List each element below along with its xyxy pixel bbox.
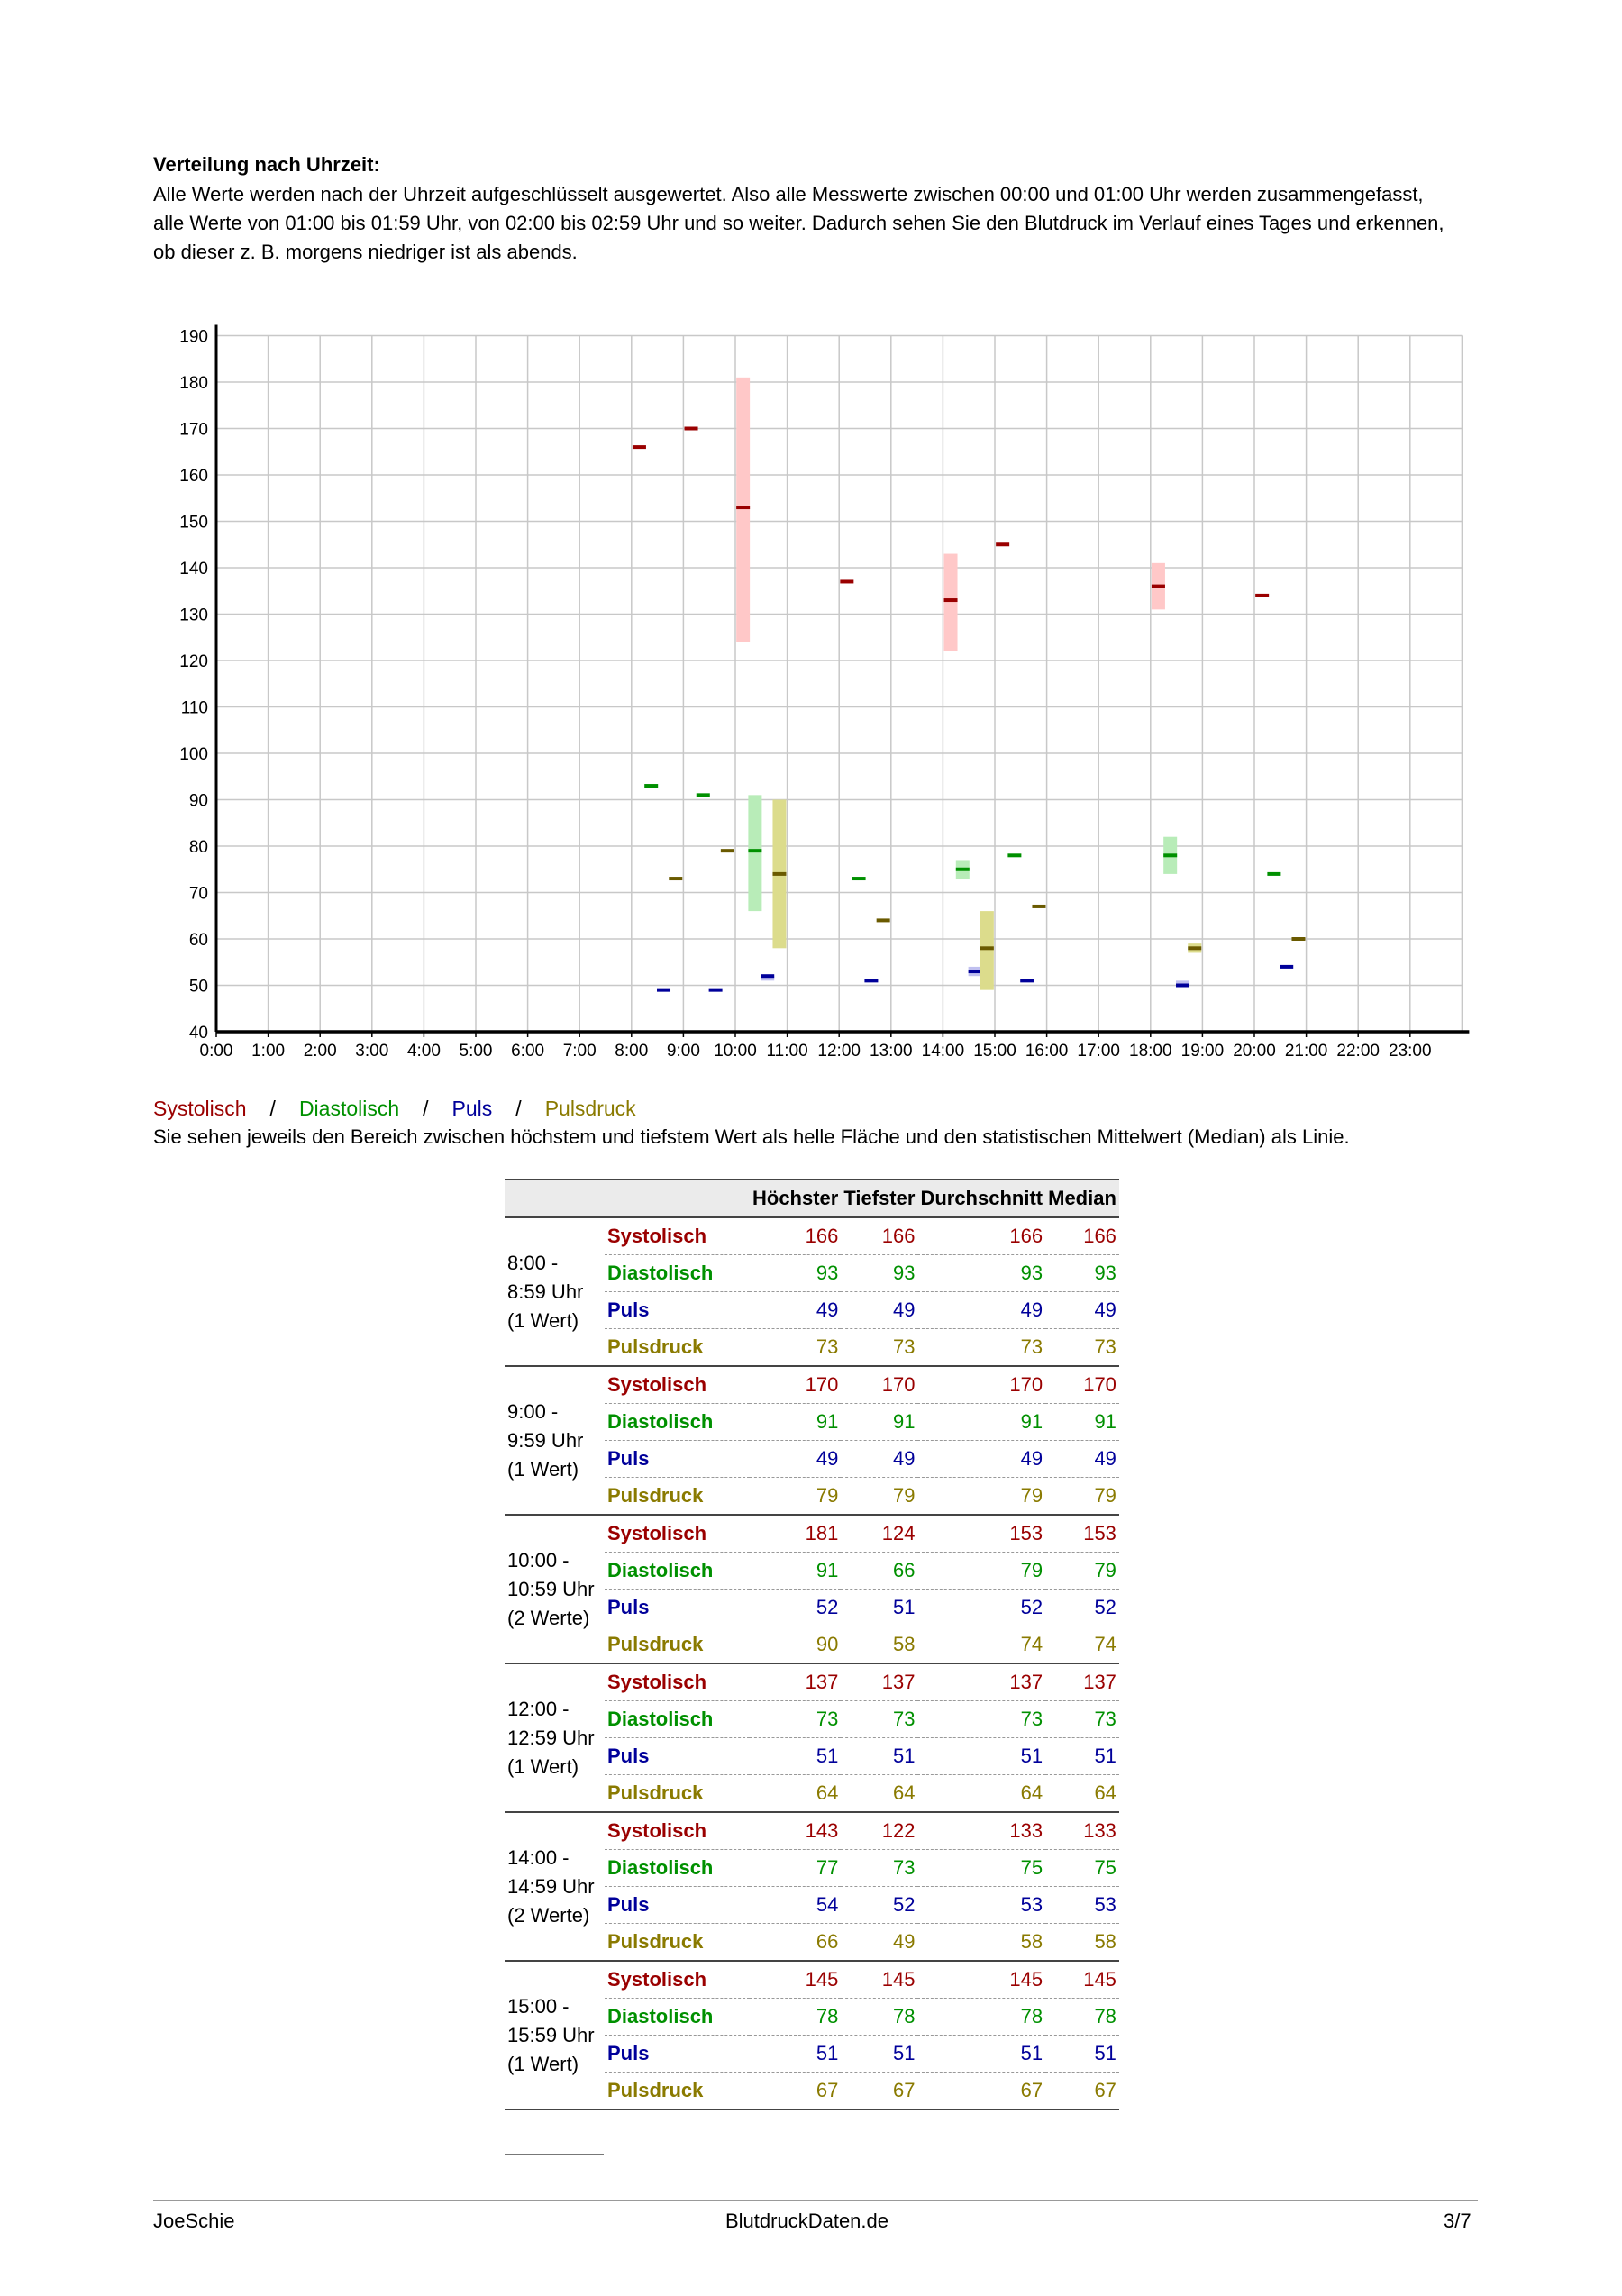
value-cell: 91 bbox=[1045, 1404, 1119, 1441]
value-cell: 51 bbox=[750, 2036, 841, 2073]
value-cell: 51 bbox=[841, 1590, 917, 1626]
table-row bbox=[505, 1217, 1119, 1255]
y-tick-label: 190 bbox=[179, 327, 208, 347]
value-cell: 170 bbox=[750, 1366, 841, 1404]
legend-separator: / bbox=[515, 1097, 522, 1120]
value-cell: 51 bbox=[1045, 1738, 1119, 1775]
value-cell: 49 bbox=[750, 1441, 841, 1478]
value-cell: 58 bbox=[1045, 1924, 1119, 1962]
value-cell: 64 bbox=[917, 1775, 1045, 1813]
median-mark-systolisch bbox=[685, 427, 698, 431]
metric-label: Puls bbox=[605, 1590, 750, 1626]
value-cell: 78 bbox=[841, 1999, 917, 2036]
y-tick-label: 100 bbox=[179, 745, 208, 764]
footer-divider bbox=[153, 2200, 1478, 2201]
x-tick-label: 16:00 bbox=[1025, 1042, 1069, 1061]
median-mark-systolisch bbox=[1255, 594, 1269, 597]
footer-page-number: 3/7 bbox=[1444, 2209, 1472, 2232]
value-cell: 170 bbox=[841, 1366, 917, 1404]
median-mark-diastolisch bbox=[1163, 853, 1177, 857]
value-cell: 145 bbox=[841, 1961, 917, 1999]
x-tick-label: 0:00 bbox=[199, 1042, 233, 1061]
x-tick-label: 17:00 bbox=[1077, 1042, 1120, 1061]
metric-label: Pulsdruck bbox=[605, 1924, 750, 1962]
value-cell: 73 bbox=[841, 1850, 917, 1887]
value-cell: 73 bbox=[1045, 1329, 1119, 1367]
header-median: Median bbox=[1045, 1180, 1119, 1217]
metric-label: Systolisch bbox=[605, 1961, 750, 1999]
value-cell: 75 bbox=[1045, 1850, 1119, 1887]
metric-label: Pulsdruck bbox=[605, 2073, 750, 2110]
metric-label: Diastolisch bbox=[605, 1553, 750, 1590]
value-cell: 166 bbox=[1045, 1217, 1119, 1255]
median-mark-puls bbox=[761, 974, 774, 978]
value-cell: 181 bbox=[750, 1515, 841, 1553]
footnote-divider bbox=[505, 2154, 604, 2155]
value-cell: 67 bbox=[841, 2073, 917, 2110]
table-row bbox=[505, 1515, 1119, 1553]
value-cell: 124 bbox=[841, 1515, 917, 1553]
value-cell: 73 bbox=[841, 1701, 917, 1738]
median-mark-systolisch bbox=[633, 445, 646, 449]
footer-author: JoeSchie bbox=[153, 2209, 235, 2232]
value-cell: 58 bbox=[917, 1924, 1045, 1962]
value-cell: 73 bbox=[917, 1329, 1045, 1367]
table-row bbox=[505, 1366, 1119, 1404]
value-cell: 53 bbox=[917, 1887, 1045, 1924]
value-cell: 64 bbox=[1045, 1775, 1119, 1813]
median-mark-systolisch bbox=[1152, 585, 1165, 588]
y-tick-label: 40 bbox=[188, 1024, 208, 1043]
value-cell: 166 bbox=[750, 1217, 841, 1255]
section-intro: Alle Werte werden nach der Uhrzeit aufgeschlüsselt ausgewertet. Also alle Messwerte zwischen 00:00 und 01:00 Uhr werden zusammengefasst, alle Werte von 01:00 bis 01:59 Uhr, von 02:00 bis 02:59 Uhr und so weiter. Dadurch sehen Sie den Blutdruck im Verlauf eines Tages und erkennen, ob dieser z. B. morgens niedriger ist als abends. bbox=[153, 183, 1444, 263]
value-cell: 51 bbox=[917, 1738, 1045, 1775]
x-tick-label: 19:00 bbox=[1180, 1042, 1225, 1061]
median-mark-diastolisch bbox=[1007, 853, 1021, 857]
value-cell: 53 bbox=[1045, 1887, 1119, 1924]
period-period2: 10:59 Uhr bbox=[507, 1577, 595, 1600]
value-cell: 66 bbox=[750, 1924, 841, 1962]
period-period2: 8:59 Uhr bbox=[507, 1280, 584, 1303]
x-tick-label: 10:00 bbox=[714, 1042, 757, 1061]
x-tick-label: 12:00 bbox=[817, 1042, 861, 1061]
x-tick-label: 20:00 bbox=[1233, 1042, 1276, 1061]
median-mark-puls bbox=[657, 989, 670, 992]
median-mark-puls bbox=[864, 979, 878, 982]
metric-label: Systolisch bbox=[605, 1515, 750, 1553]
range-bar-pulsdruck bbox=[980, 911, 994, 990]
header-blank bbox=[505, 1180, 605, 1217]
x-tick-label: 21:00 bbox=[1284, 1042, 1328, 1061]
period-count: (1 Wert) bbox=[507, 1457, 579, 1481]
value-cell: 91 bbox=[750, 1404, 841, 1441]
value-cell: 93 bbox=[750, 1255, 841, 1292]
metric-label: Diastolisch bbox=[605, 1999, 750, 2036]
value-cell: 78 bbox=[750, 1999, 841, 2036]
value-cell: 133 bbox=[1045, 1812, 1119, 1850]
median-mark-pulsdruck bbox=[721, 849, 734, 852]
value-cell: 78 bbox=[1045, 1999, 1119, 2036]
period-period: 12:00 - bbox=[507, 1697, 570, 1720]
value-cell: 79 bbox=[917, 1553, 1045, 1590]
value-cell: 52 bbox=[841, 1887, 917, 1924]
table-row bbox=[505, 1961, 1119, 1999]
value-cell: 137 bbox=[1045, 1663, 1119, 1701]
x-tick-label: 15:00 bbox=[973, 1042, 1016, 1061]
footer-site: BlutdruckDaten.de bbox=[725, 2209, 888, 2232]
period-cell bbox=[505, 1217, 605, 1366]
period-cell bbox=[505, 1366, 605, 1515]
value-cell: 49 bbox=[841, 1441, 917, 1478]
metric-label: Pulsdruck bbox=[605, 1626, 750, 1664]
median-mark-pulsdruck bbox=[772, 872, 786, 876]
x-tick-label: 11:00 bbox=[766, 1042, 808, 1061]
y-tick-label: 160 bbox=[179, 467, 208, 486]
value-cell: 51 bbox=[841, 2036, 917, 2073]
metric-label: Pulsdruck bbox=[605, 1329, 750, 1367]
legend-pulsdruck: Pulsdruck bbox=[544, 1097, 636, 1120]
metric-label: Puls bbox=[605, 1887, 750, 1924]
chart-caption: Sie sehen jeweils den Bereich zwischen höchstem und tiefstem Wert als helle Fläche und den statistischen Mittelwert (Median) als Linie. bbox=[153, 1125, 1350, 1148]
table-header-row bbox=[505, 1180, 1119, 1217]
median-mark-pulsdruck bbox=[980, 946, 994, 950]
value-cell: 52 bbox=[1045, 1590, 1119, 1626]
legend-separator: / bbox=[269, 1097, 276, 1120]
time-distribution-chart bbox=[0, 306, 1622, 1072]
x-tick-label: 13:00 bbox=[870, 1042, 913, 1061]
x-tick-label: 6:00 bbox=[511, 1042, 545, 1061]
range-bar-systolisch bbox=[736, 378, 750, 642]
median-mark-systolisch bbox=[736, 506, 750, 509]
legend-diastolisch: Diastolisch bbox=[298, 1097, 400, 1120]
legend-systolisch: Systolisch bbox=[153, 1097, 247, 1120]
median-mark-systolisch bbox=[840, 579, 853, 583]
median-mark-pulsdruck bbox=[877, 918, 890, 922]
header-tiefster: Tiefster bbox=[841, 1180, 917, 1217]
period-count: (2 Werte) bbox=[507, 1903, 590, 1927]
value-cell: 93 bbox=[841, 1255, 917, 1292]
value-cell: 79 bbox=[917, 1478, 1045, 1516]
median-mark-diastolisch bbox=[644, 784, 658, 788]
table-row bbox=[505, 1812, 1119, 1850]
value-cell: 64 bbox=[841, 1775, 917, 1813]
value-cell: 73 bbox=[750, 1701, 841, 1738]
period-period: 8:00 - bbox=[507, 1251, 559, 1274]
value-cell: 73 bbox=[1045, 1701, 1119, 1738]
x-tick-label: 8:00 bbox=[615, 1042, 649, 1061]
y-tick-label: 150 bbox=[179, 513, 208, 533]
value-cell: 166 bbox=[917, 1217, 1045, 1255]
value-cell: 91 bbox=[917, 1404, 1045, 1441]
median-mark-puls bbox=[969, 970, 982, 973]
value-cell: 49 bbox=[917, 1292, 1045, 1329]
y-tick-label: 130 bbox=[179, 606, 208, 625]
y-tick-label: 50 bbox=[188, 977, 208, 997]
legend-separator: / bbox=[423, 1097, 429, 1120]
y-tick-label: 80 bbox=[188, 838, 208, 857]
median-mark-puls bbox=[1280, 965, 1293, 969]
median-mark-diastolisch bbox=[956, 868, 970, 871]
median-mark-pulsdruck bbox=[669, 877, 682, 880]
value-cell: 93 bbox=[917, 1255, 1045, 1292]
metric-label: Diastolisch bbox=[605, 1850, 750, 1887]
metric-label: Systolisch bbox=[605, 1366, 750, 1404]
value-cell: 145 bbox=[750, 1961, 841, 1999]
legend-puls: Puls bbox=[451, 1097, 493, 1120]
period-period2: 12:59 Uhr bbox=[507, 1726, 595, 1749]
metric-label: Diastolisch bbox=[605, 1701, 750, 1738]
median-mark-diastolisch bbox=[697, 793, 710, 797]
value-cell: 137 bbox=[750, 1663, 841, 1701]
y-tick-label: 60 bbox=[188, 931, 208, 950]
header-blank bbox=[605, 1180, 750, 1217]
value-cell: 166 bbox=[841, 1217, 917, 1255]
period-period: 9:00 - bbox=[507, 1399, 559, 1423]
metric-label: Puls bbox=[605, 1292, 750, 1329]
value-cell: 49 bbox=[1045, 1292, 1119, 1329]
x-tick-label: 7:00 bbox=[562, 1042, 597, 1061]
value-cell: 52 bbox=[917, 1590, 1045, 1626]
value-cell: 137 bbox=[841, 1663, 917, 1701]
value-cell: 49 bbox=[1045, 1441, 1119, 1478]
table-row bbox=[505, 1663, 1119, 1701]
value-cell: 67 bbox=[917, 2073, 1045, 2110]
value-cell: 49 bbox=[841, 1292, 917, 1329]
value-cell: 54 bbox=[750, 1887, 841, 1924]
median-mark-systolisch bbox=[944, 598, 958, 602]
value-cell: 51 bbox=[841, 1738, 917, 1775]
value-cell: 67 bbox=[750, 2073, 841, 2110]
value-cell: 67 bbox=[1045, 2073, 1119, 2110]
x-tick-label: 14:00 bbox=[921, 1042, 965, 1061]
value-cell: 73 bbox=[841, 1329, 917, 1367]
period-period2: 15:59 Uhr bbox=[507, 2023, 595, 2046]
x-tick-label: 2:00 bbox=[303, 1042, 337, 1061]
median-mark-pulsdruck bbox=[1291, 937, 1305, 941]
value-cell: 145 bbox=[1045, 1961, 1119, 1999]
x-tick-label: 5:00 bbox=[459, 1042, 493, 1061]
value-cell: 73 bbox=[750, 1329, 841, 1367]
value-cell: 77 bbox=[750, 1850, 841, 1887]
value-cell: 79 bbox=[1045, 1553, 1119, 1590]
metric-label: Diastolisch bbox=[605, 1404, 750, 1441]
x-tick-label: 9:00 bbox=[666, 1042, 700, 1061]
metric-label: Puls bbox=[605, 2036, 750, 2073]
median-mark-puls bbox=[1020, 979, 1034, 982]
metric-label: Pulsdruck bbox=[605, 1775, 750, 1813]
x-tick-label: 1:00 bbox=[251, 1042, 286, 1061]
value-cell: 137 bbox=[917, 1663, 1045, 1701]
x-tick-label: 22:00 bbox=[1336, 1042, 1380, 1061]
statistics-table bbox=[505, 1179, 1119, 2110]
chart-legend bbox=[153, 1097, 636, 1121]
value-cell: 79 bbox=[1045, 1478, 1119, 1516]
value-cell: 51 bbox=[917, 2036, 1045, 2073]
value-cell: 133 bbox=[917, 1812, 1045, 1850]
value-cell: 78 bbox=[917, 1999, 1045, 2036]
y-tick-label: 90 bbox=[188, 791, 208, 811]
value-cell: 143 bbox=[750, 1812, 841, 1850]
median-mark-diastolisch bbox=[852, 877, 866, 880]
value-cell: 52 bbox=[750, 1590, 841, 1626]
header-durchschnitt: Durchschnitt bbox=[917, 1180, 1045, 1217]
period-period: 15:00 - bbox=[507, 1994, 570, 2018]
metric-label: Puls bbox=[605, 1738, 750, 1775]
x-tick-label: 23:00 bbox=[1389, 1042, 1432, 1061]
section-heading: Verteilung nach Uhrzeit: bbox=[153, 153, 380, 176]
metric-label: Puls bbox=[605, 1441, 750, 1478]
period-period2: 14:59 Uhr bbox=[507, 1874, 595, 1898]
value-cell: 91 bbox=[750, 1553, 841, 1590]
value-cell: 153 bbox=[917, 1515, 1045, 1553]
metric-label: Systolisch bbox=[605, 1217, 750, 1255]
value-cell: 122 bbox=[841, 1812, 917, 1850]
x-tick-label: 18:00 bbox=[1129, 1042, 1172, 1061]
metric-label: Pulsdruck bbox=[605, 1478, 750, 1516]
median-mark-systolisch bbox=[996, 542, 1009, 546]
period-cell bbox=[505, 1515, 605, 1663]
metric-label: Diastolisch bbox=[605, 1255, 750, 1292]
value-cell: 49 bbox=[841, 1924, 917, 1962]
y-tick-label: 180 bbox=[179, 374, 208, 393]
value-cell: 74 bbox=[917, 1626, 1045, 1664]
median-mark-puls bbox=[1176, 984, 1189, 988]
value-cell: 51 bbox=[1045, 2036, 1119, 2073]
median-mark-diastolisch bbox=[748, 849, 761, 852]
median-mark-puls bbox=[709, 989, 723, 992]
median-mark-pulsdruck bbox=[1188, 946, 1201, 950]
y-tick-label: 140 bbox=[179, 560, 208, 579]
value-cell: 49 bbox=[750, 1292, 841, 1329]
y-tick-label: 170 bbox=[179, 420, 208, 440]
value-cell: 49 bbox=[917, 1441, 1045, 1478]
value-cell: 145 bbox=[917, 1961, 1045, 1999]
period-period: 14:00 - bbox=[507, 1845, 570, 1869]
value-cell: 75 bbox=[917, 1850, 1045, 1887]
value-cell: 90 bbox=[750, 1626, 841, 1664]
period-period2: 9:59 Uhr bbox=[507, 1428, 584, 1452]
period-cell bbox=[505, 1961, 605, 2109]
period-count: (1 Wert) bbox=[507, 1308, 579, 1332]
value-cell: 153 bbox=[1045, 1515, 1119, 1553]
x-tick-label: 3:00 bbox=[355, 1042, 389, 1061]
value-cell: 58 bbox=[841, 1626, 917, 1664]
period-cell bbox=[505, 1812, 605, 1961]
period-cell bbox=[505, 1663, 605, 1812]
value-cell: 79 bbox=[841, 1478, 917, 1516]
period-period: 10:00 - bbox=[507, 1548, 570, 1572]
period-count: (1 Wert) bbox=[507, 1754, 579, 1778]
y-tick-label: 120 bbox=[179, 652, 208, 671]
y-tick-label: 70 bbox=[188, 884, 208, 904]
value-cell: 64 bbox=[750, 1775, 841, 1813]
y-tick-label: 110 bbox=[180, 698, 208, 718]
range-bar-diastolisch bbox=[748, 795, 761, 911]
value-cell: 170 bbox=[1045, 1366, 1119, 1404]
value-cell: 66 bbox=[841, 1553, 917, 1590]
metric-label: Systolisch bbox=[605, 1663, 750, 1701]
period-count: (2 Werte) bbox=[507, 1606, 590, 1629]
header-hoechster: Höchster bbox=[750, 1180, 841, 1217]
range-bar-systolisch bbox=[944, 554, 958, 651]
value-cell: 91 bbox=[841, 1404, 917, 1441]
metric-label: Systolisch bbox=[605, 1812, 750, 1850]
x-tick-label: 4:00 bbox=[406, 1042, 441, 1061]
median-mark-pulsdruck bbox=[1032, 905, 1045, 908]
value-cell: 73 bbox=[917, 1701, 1045, 1738]
median-mark-diastolisch bbox=[1267, 872, 1280, 876]
value-cell: 51 bbox=[750, 1738, 841, 1775]
value-cell: 79 bbox=[750, 1478, 841, 1516]
period-count: (1 Wert) bbox=[507, 2052, 579, 2075]
value-cell: 74 bbox=[1045, 1626, 1119, 1664]
value-cell: 93 bbox=[1045, 1255, 1119, 1292]
value-cell: 170 bbox=[917, 1366, 1045, 1404]
